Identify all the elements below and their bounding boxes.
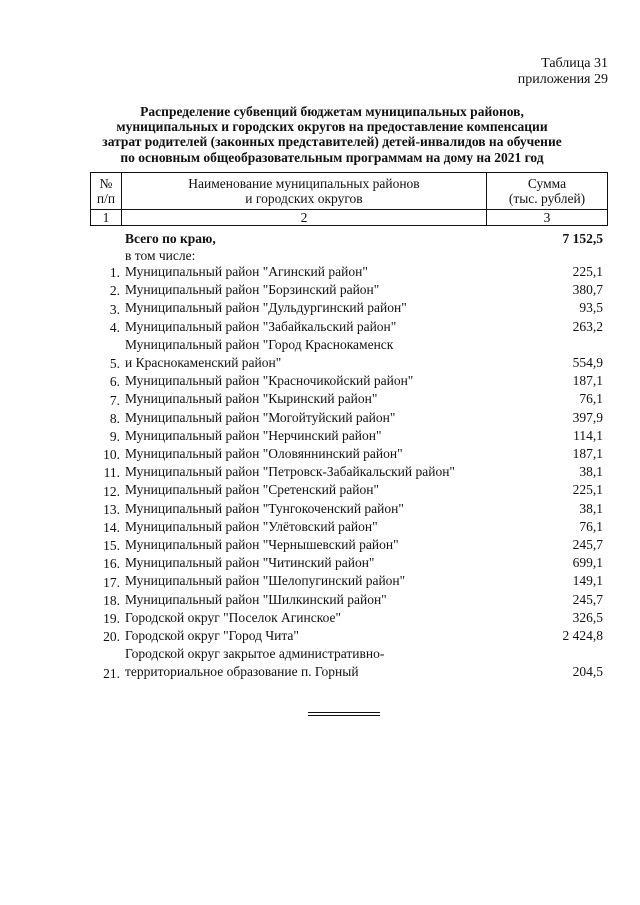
row-value: 225,1	[572, 482, 603, 498]
table-row	[90, 463, 608, 481]
title-line: по основным общеобразовательным программам на дому на 2021 год	[120, 149, 544, 165]
row-value: 263,2	[572, 318, 603, 334]
row-name: Муниципальный район "Тунгокоченский район"	[125, 500, 404, 516]
table-row	[90, 572, 608, 590]
row-number: 18.	[103, 592, 120, 608]
row-name: Муниципальный район "Улётовский район"	[125, 518, 378, 534]
row-name: Муниципальный район "Сретенский район"	[125, 482, 379, 498]
row-number: 11.	[103, 465, 120, 481]
row-number: 5.	[109, 356, 120, 372]
row-value: 187,1	[572, 446, 603, 462]
row-name: Городской округ закрытое административно- территориальное образование п. Горный	[125, 646, 385, 680]
table-row	[90, 445, 608, 463]
row-value: 380,7	[572, 282, 603, 298]
table-row	[90, 390, 608, 408]
including-row	[90, 248, 608, 263]
row-name: Муниципальный район "Борзинский район"	[125, 282, 380, 298]
row-name: Городской округ "Поселок Агинское"	[125, 609, 342, 625]
rows-container	[90, 263, 608, 682]
row-name: Муниципальный район "Забайкальский район"	[125, 318, 397, 334]
row-number: 4.	[109, 319, 120, 335]
table-row	[90, 554, 608, 572]
row-number: 10.	[103, 447, 120, 463]
table-row	[90, 336, 608, 372]
row-name: Муниципальный район "Чернышевский район"	[125, 537, 399, 553]
table-row	[90, 500, 608, 518]
table-row	[90, 536, 608, 554]
row-value: 93,5	[579, 300, 603, 316]
row-name: Муниципальный район "Дульдургинский район"	[125, 300, 407, 316]
row-number: 14.	[103, 520, 120, 536]
row-name: Муниципальный район "Читинский район"	[125, 555, 375, 571]
row-number: 6.	[109, 374, 120, 390]
table-row	[90, 609, 608, 627]
column-header-sum: Сумма (тыс. рублей)	[487, 173, 608, 210]
row-number: 21.	[103, 665, 120, 681]
row-number: 12.	[103, 483, 120, 499]
table-row	[90, 645, 608, 681]
table-row	[90, 627, 608, 645]
table-row	[90, 263, 608, 281]
column-index-1: 1	[91, 210, 122, 226]
column-header-number: № п/п	[91, 173, 122, 210]
row-value: 397,9	[572, 409, 603, 425]
row-number: 20.	[103, 629, 120, 645]
row-number: 17.	[103, 574, 120, 590]
row-name: Муниципальный район "Петровск-Забайкальский район"	[125, 464, 455, 480]
column-index-3: 3	[487, 210, 608, 226]
title-line: затрат родителей (законных представителей) детей-инвалидов на обучение	[102, 134, 562, 150]
appendix-reference: приложения 29	[517, 72, 608, 87]
row-name: Муниципальный район "Нерчинский район"	[125, 427, 382, 443]
row-value: 245,7	[572, 537, 603, 553]
table-row	[90, 427, 608, 445]
row-name: Муниципальный район "Агинский район"	[125, 264, 368, 279]
row-number: 3.	[109, 301, 120, 317]
row-value: 326,5	[572, 609, 603, 625]
row-number: 2.	[109, 283, 120, 299]
row-name: Городской округ "Город Чита"	[125, 628, 299, 644]
end-rule	[308, 712, 380, 716]
total-label: Всего по краю,	[125, 230, 216, 246]
row-number: 7.	[109, 392, 120, 408]
row-name: Муниципальный район "Город Краснокаменск и Краснокаменский район"	[125, 336, 394, 371]
row-number: 16.	[103, 556, 120, 572]
table-header	[90, 172, 608, 226]
row-value: 225,1	[572, 264, 603, 279]
table-row	[90, 299, 608, 317]
table-row	[90, 591, 608, 609]
table-row	[90, 372, 608, 390]
table-row	[90, 318, 608, 336]
title-line: Распределение субвенций бюджетам муниципальных районов,	[140, 104, 524, 119]
column-index-2: 2	[122, 210, 487, 226]
including-label: в том числе:	[125, 248, 196, 263]
row-name: Муниципальный район "Шелопугинский район"	[125, 573, 406, 589]
row-value: 204,5	[572, 664, 603, 680]
total-row	[90, 229, 608, 248]
row-number: 1.	[109, 265, 120, 281]
row-number: 8.	[109, 410, 120, 426]
row-number: 13.	[103, 501, 120, 517]
row-name: Муниципальный район "Красночикойский район"	[125, 373, 414, 389]
row-value: 245,7	[572, 591, 603, 607]
total-value: 7 152,5	[562, 230, 603, 246]
row-number: 19.	[103, 611, 120, 627]
table-row	[90, 481, 608, 499]
row-value: 2 424,8	[562, 628, 603, 644]
row-value: 114,1	[573, 427, 603, 443]
row-name: Муниципальный район "Могойтуйский район"	[125, 409, 396, 425]
row-value: 187,1	[572, 373, 603, 389]
document-title	[92, 104, 572, 165]
row-value: 38,1	[579, 500, 603, 516]
row-value: 699,1	[572, 555, 603, 571]
row-value: 38,1	[579, 464, 603, 480]
row-value: 76,1	[579, 518, 603, 534]
table-row	[90, 281, 608, 299]
row-name: Муниципальный район "Оловяннинский район"	[125, 446, 403, 462]
table-number: Таблица 31	[541, 56, 608, 71]
title-line: муниципальных и городских округов на предоставление компенсации	[116, 119, 548, 135]
row-name: Муниципальный район "Шилкинский район"	[125, 591, 387, 607]
row-value: 76,1	[579, 391, 603, 407]
row-value: 149,1	[572, 573, 603, 589]
table-row	[90, 409, 608, 427]
row-number: 9.	[109, 429, 120, 445]
row-number: 15.	[103, 538, 120, 554]
table-row	[90, 518, 608, 536]
table-reference	[518, 56, 608, 88]
column-header-name: Наименование муниципальных районов и городских округов	[122, 173, 487, 210]
row-name: Муниципальный район "Кыринский район"	[125, 391, 378, 407]
table-body	[90, 229, 608, 682]
row-value: 554,9	[572, 355, 603, 371]
